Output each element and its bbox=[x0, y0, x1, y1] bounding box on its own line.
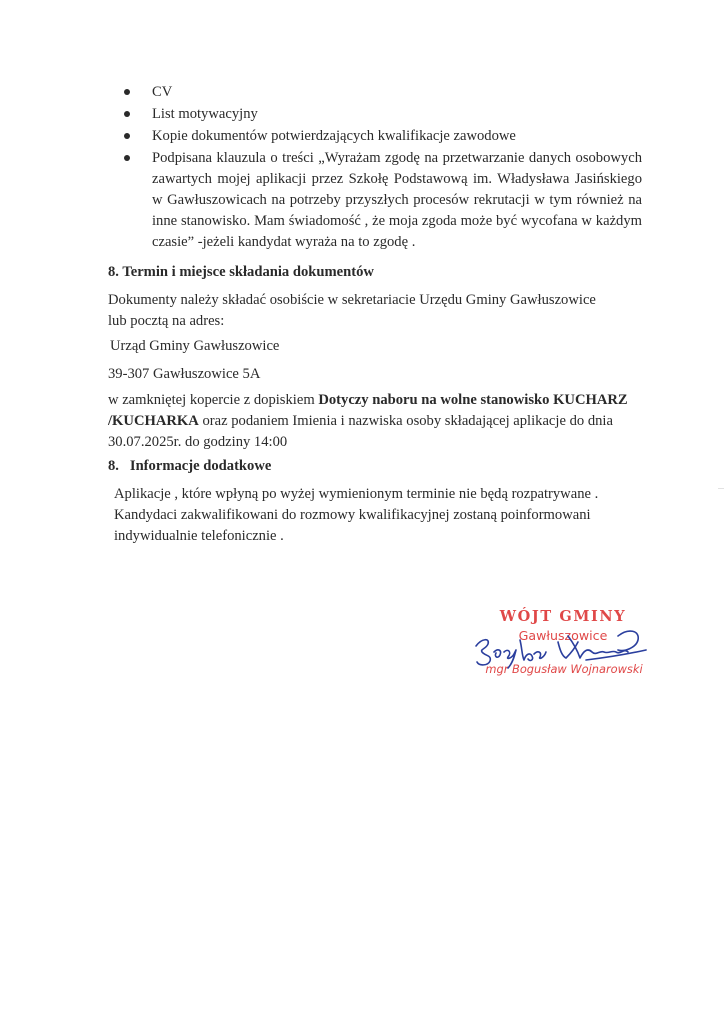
envelope-label: Dotyczy naboru na wolne stanowisko KUCHARZ /KUCHARKA bbox=[108, 392, 628, 429]
stamp-place: Gawłuszowice bbox=[518, 628, 608, 643]
list-item-text: Kopie dokumentów potwierdzających kwalifikacje zawodowe bbox=[152, 128, 516, 144]
section-heading-deadline: 8. Termin i miejsce składania dokumentów bbox=[108, 264, 374, 280]
envelope-prefix: w zamkniętej kopercie z dopiskiem bbox=[108, 392, 319, 408]
handwritten-signature bbox=[468, 622, 656, 674]
envelope-suffix: oraz podaniem Imienia i nazwiska osoby składającej aplikacje do dnia 30.07.2025r. do godziny 14:00 bbox=[108, 413, 613, 450]
list-item bbox=[122, 82, 642, 103]
scan-artifact bbox=[718, 488, 724, 489]
bullet-icon bbox=[124, 133, 130, 139]
list-item bbox=[122, 126, 642, 147]
bullet-icon bbox=[124, 111, 130, 117]
stamp-title: WÓJT GMINY bbox=[499, 608, 627, 625]
bullet-icon bbox=[124, 89, 130, 95]
list-item-text: List motywacyjny bbox=[152, 106, 258, 122]
address-line-1: Urząd Gminy Gawłuszowice bbox=[110, 338, 280, 354]
official-stamp bbox=[466, 606, 656, 686]
stamp-name: mgr Bogusław Wojnarowski bbox=[485, 662, 643, 676]
bullet-icon bbox=[124, 155, 130, 161]
list-item bbox=[122, 148, 642, 253]
section-heading-info: 8. Informacje dodatkowe bbox=[108, 458, 272, 474]
list-item-text: Podpisana klauzula o treści „Wyrażam zgodę na przetwarzanie danych osobowych zawartych mojej aplikacji przez Szkołę Podstawową im. Władysława Jasińskiego w Gawłuszowicach na potrzeby przyszłych procesów rekrutacji w tym również na inne stanowisko. Mam świadomość , że moja zgoda może być wycofana w każdym czasie” -jeżeli kandydat wyraża na to zgodę . bbox=[152, 150, 642, 250]
envelope-instructions bbox=[108, 390, 642, 453]
list-item bbox=[122, 104, 642, 125]
deadline-intro: Dokumenty należy składać osobiście w sekretariacie Urzędu Gminy Gawłuszowice lub pocztą na adres: bbox=[108, 292, 596, 329]
list-item-text: CV bbox=[152, 84, 173, 100]
address-line-2: 39-307 Gawłuszowice 5A bbox=[108, 366, 261, 382]
info-line-1: Aplikacje , które wpłyną po wyżej wymienionym terminie nie będą rozpatrywane . bbox=[114, 486, 599, 502]
info-line-2: Kandydaci zakwalifikowani do rozmowy kwalifikacyjnej zostaną poinformowani indywidualnie telefonicznie . bbox=[114, 507, 591, 544]
requirements-list bbox=[122, 82, 642, 254]
